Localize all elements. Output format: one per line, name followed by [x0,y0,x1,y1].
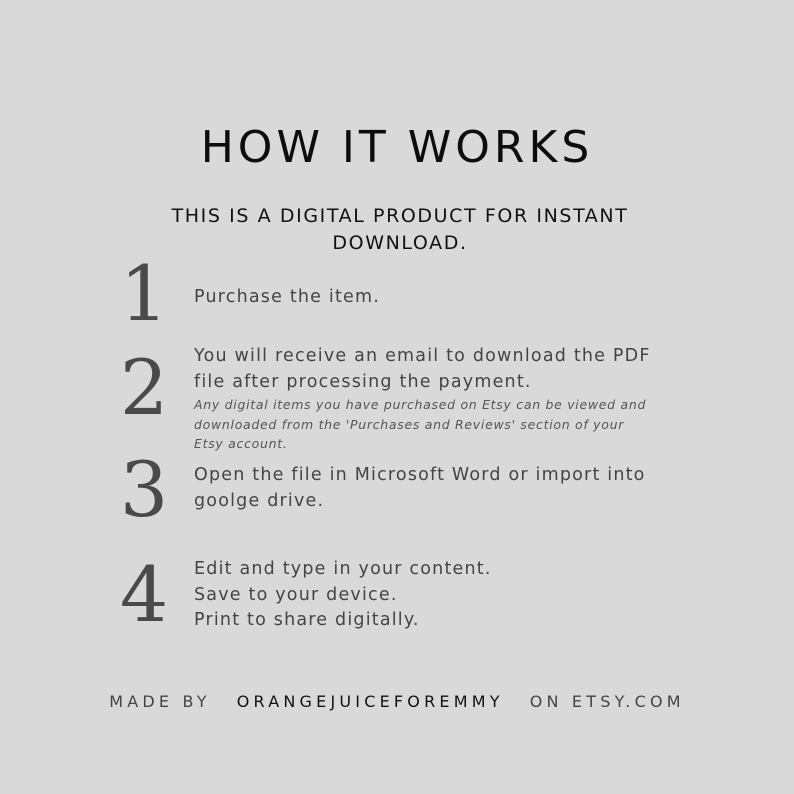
footer-shop-link[interactable]: ORANGEJUICEFOREMMY [236,692,504,711]
step-4-number: 4 [119,550,169,639]
step-2-note-line-2: downloaded from the 'Purchases and Reviews' section of your [194,416,625,432]
subtitle-line-1: THIS IS A DIGITAL PRODUCT FOR INSTANT [171,205,629,227]
step-4-line-1: Edit and type in your content. [194,559,492,579]
step-2-note-line-1: Any digital items you have purchased on Etsy can be viewed and [194,397,647,412]
step-2-line-1: You will receive an email to download the PDF [194,346,651,366]
footer-prefix: MADE BY [109,692,211,711]
step-1-line-1: Purchase the item. [194,287,381,307]
page-title: HOW IT WORKS [200,122,594,173]
step-2-number: 2 [119,343,169,432]
step-3-text [194,463,734,514]
step-2-note-line-3: Etsy account. [194,436,288,451]
step-3-line-2: goolge drive. [194,490,325,511]
step-4-text [194,557,734,634]
step-1-text [194,285,734,311]
step-4-line-2: Save to your device. [194,584,398,605]
subtitle-line-2: DOWNLOAD. [332,232,468,254]
footer-suffix: ON ETSY.COM [529,692,685,711]
step-3-number: 3 [119,445,169,534]
step-2-text [194,344,734,454]
step-2-line-2: file after processing the payment. [194,371,532,392]
step-4-line-3: Print to share digitally. [194,610,420,630]
subtitle [130,203,670,257]
step-1-number: 1 [119,249,169,338]
footer-credit [0,691,794,713]
step-3-line-1: Open the file in Microsoft Word or import into [194,465,646,485]
